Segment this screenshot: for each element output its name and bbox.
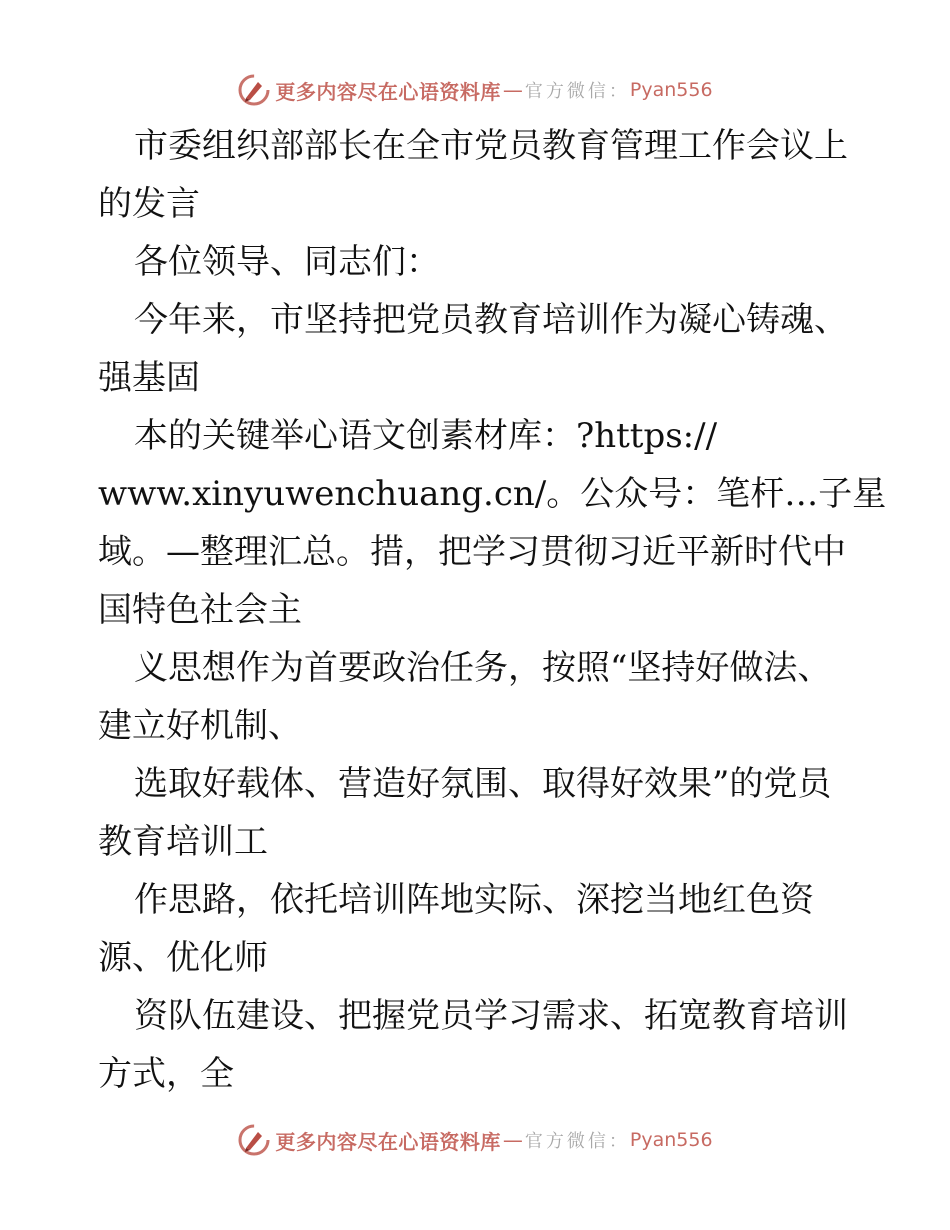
document-title-line: 市委组织部部长在全市党员教育管理工作会议上 [134,126,848,166]
paragraph-line: 资队伍建设、把握党员学习需求、拓宽教育培训 [134,996,848,1036]
paragraph-line: 建立好机制、 [98,706,302,746]
document-title-line: 的发言 [98,184,200,224]
banner-main-text: 更多内容尽在心语资料库 [275,1129,501,1154]
paragraph-line: 国特色社会主 [98,590,302,630]
paragraph-line: 源、优化师 [98,938,268,978]
paragraph-line: 教育培训工 [98,822,268,862]
banner-wechat-label: 官方微信： [524,81,630,102]
paragraph-line: 强基固 [98,358,200,398]
paragraph-line: 本的关键举心语文创素材库：?https:// [134,416,718,456]
banner-separator: — [502,1128,523,1152]
banner-wechat-id: Pyan556 [629,79,713,101]
paragraph-line: 域。—整理汇总。措，把学习贯彻习近平新时代中 [98,532,846,572]
banner-separator: — [502,78,523,102]
salutation-line: 各位领导、同志们： [134,242,440,282]
pen-nib-logo-icon [237,73,271,107]
paragraph-line: www.xinyuwenchuang.cn/。公众号：笔杆…子星 [98,474,887,514]
footer-banner [0,1120,950,1160]
pen-nib-logo-icon [237,1123,271,1157]
paragraph-line: 选取好载体、营造好氛围、取得好效果”的党员 [134,764,832,804]
header-banner [0,70,950,110]
paragraph-line: 作思路，依托培训阵地实际、深挖当地红色资 [134,880,814,920]
paragraph-line: 方式，全 [98,1054,234,1094]
banner-main-text: 更多内容尽在心语资料库 [275,79,501,104]
paragraph-line: 今年来，市坚持把党员教育培训作为凝心铸魂、 [134,300,848,340]
banner-wechat-id: Pyan556 [629,1129,713,1151]
paragraph-line: 义思想作为首要政治任务，按照“坚持好做法、 [134,648,832,688]
banner-wechat-label: 官方微信： [524,1131,630,1152]
